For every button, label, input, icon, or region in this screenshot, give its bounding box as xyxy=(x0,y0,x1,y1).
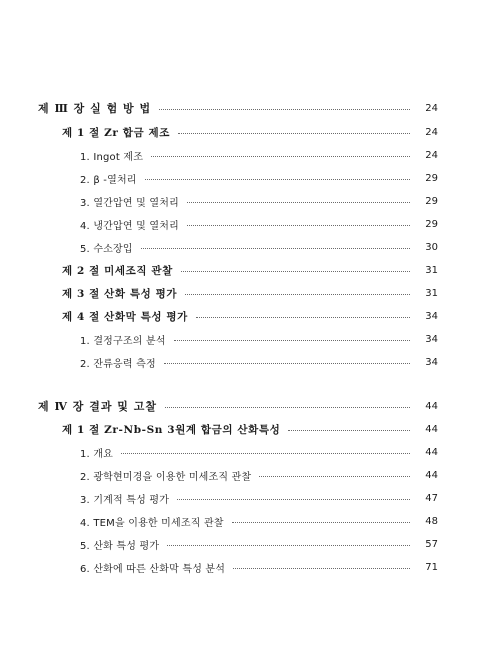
toc-subsection xyxy=(80,193,438,209)
toc-entry-page: 29 xyxy=(425,195,438,207)
dot-leader xyxy=(164,363,410,364)
toc-entry-title: 1. 개요 xyxy=(80,448,114,460)
toc-section xyxy=(62,421,438,437)
toc-entry-page: 44 xyxy=(425,469,438,481)
toc-entry-title: 제 3 절 산화 특성 평가 xyxy=(62,287,178,300)
toc-entry-page: 47 xyxy=(425,492,438,504)
toc-subsection xyxy=(80,331,438,347)
toc-entry-title: 5. 수소장입 xyxy=(80,243,133,255)
dot-leader xyxy=(232,522,410,523)
toc-subsection xyxy=(80,467,438,483)
toc-entry-page: 44 xyxy=(425,400,438,412)
toc-subsection xyxy=(80,239,438,255)
toc-entry-page: 31 xyxy=(425,287,438,299)
dot-leader xyxy=(141,248,410,249)
toc-entry-title: 제 Ⅲ 장 실 험 방 법 xyxy=(38,102,152,115)
toc-entry-page: 44 xyxy=(425,423,438,435)
toc-entry-title: 제 4 절 산화막 특성 평가 xyxy=(62,310,188,323)
toc-entry-page: 24 xyxy=(425,102,438,114)
dot-leader xyxy=(178,133,410,134)
dot-leader xyxy=(187,225,410,226)
dot-leader xyxy=(145,179,410,180)
toc-entry-page: 30 xyxy=(425,241,438,253)
toc-entry-title: 1. 결정구조의 분석 xyxy=(80,335,166,347)
dot-leader xyxy=(174,340,410,341)
dot-leader xyxy=(121,453,410,454)
toc-subsection xyxy=(80,559,438,575)
toc-section xyxy=(62,285,438,301)
dot-leader xyxy=(181,271,410,272)
toc-chapter-3 xyxy=(38,100,438,116)
dot-leader xyxy=(159,109,410,110)
toc-entry-page: 34 xyxy=(425,356,438,368)
toc-entry-page: 34 xyxy=(425,333,438,345)
dot-leader xyxy=(165,407,410,408)
toc-entry-page: 71 xyxy=(425,561,438,573)
dot-leader xyxy=(259,476,410,477)
toc-entry-title: 제 2 절 미세조직 관찰 xyxy=(62,264,173,277)
toc-section xyxy=(62,262,438,278)
toc-subsection xyxy=(80,147,438,163)
toc-entry-title: 1. Ingot 제조 xyxy=(80,151,144,163)
dot-leader xyxy=(233,568,410,569)
toc-entry-title: 제 1 절 Zr 합금 제조 xyxy=(62,126,171,139)
dot-leader xyxy=(167,545,410,546)
toc-subsection xyxy=(80,170,438,186)
toc-section xyxy=(62,308,438,324)
toc-entry-page: 34 xyxy=(425,310,438,322)
toc-subsection xyxy=(80,536,438,552)
toc-entry-page: 44 xyxy=(425,446,438,458)
toc-entry-page: 29 xyxy=(425,218,438,230)
toc-entry-page: 24 xyxy=(425,126,438,138)
toc-subsection xyxy=(80,354,438,370)
toc-subsection xyxy=(80,490,438,506)
toc-entry-title: 제 1 절 Zr-Nb-Sn 3원계 합금의 산화특성 xyxy=(62,423,281,436)
toc-entry-page: 24 xyxy=(425,149,438,161)
toc-entry-title: 2. 잔류응력 측정 xyxy=(80,358,156,370)
dot-leader xyxy=(151,156,410,157)
dot-leader xyxy=(185,294,410,295)
toc-entry-title: 4. 냉간압연 및 열처리 xyxy=(80,220,179,232)
toc-entry-title: 6. 산화에 따른 산화막 특성 분석 xyxy=(80,563,226,575)
toc-entry-title: 4. TEM을 이용한 미세조직 관찰 xyxy=(80,517,224,529)
toc-subsection xyxy=(80,216,438,232)
toc-chapter-4 xyxy=(38,398,438,414)
toc-entry-title: 2. β -열처리 xyxy=(80,174,137,186)
toc-entry-title: 2. 광학현미경을 이용한 미세조직 관찰 xyxy=(80,471,252,483)
toc-entry-page: 48 xyxy=(425,515,438,527)
dot-leader xyxy=(187,202,410,203)
toc-subsection xyxy=(80,513,438,529)
toc-entry-page: 31 xyxy=(425,264,438,276)
toc-entry-page: 57 xyxy=(425,538,438,550)
toc-subsection xyxy=(80,444,438,460)
toc-entry-title: 제 Ⅳ 장 결과 및 고찰 xyxy=(38,400,158,413)
toc-entry-title: 3. 열간압연 및 열처리 xyxy=(80,197,179,209)
toc-entry-title: 5. 산화 특성 평가 xyxy=(80,540,160,552)
dot-leader xyxy=(177,499,410,500)
toc-section xyxy=(62,124,438,140)
toc-entry-title: 3. 기계적 특성 평가 xyxy=(80,494,170,506)
toc-entry-page: 29 xyxy=(425,172,438,184)
dot-leader xyxy=(288,430,410,431)
dot-leader xyxy=(196,317,410,318)
